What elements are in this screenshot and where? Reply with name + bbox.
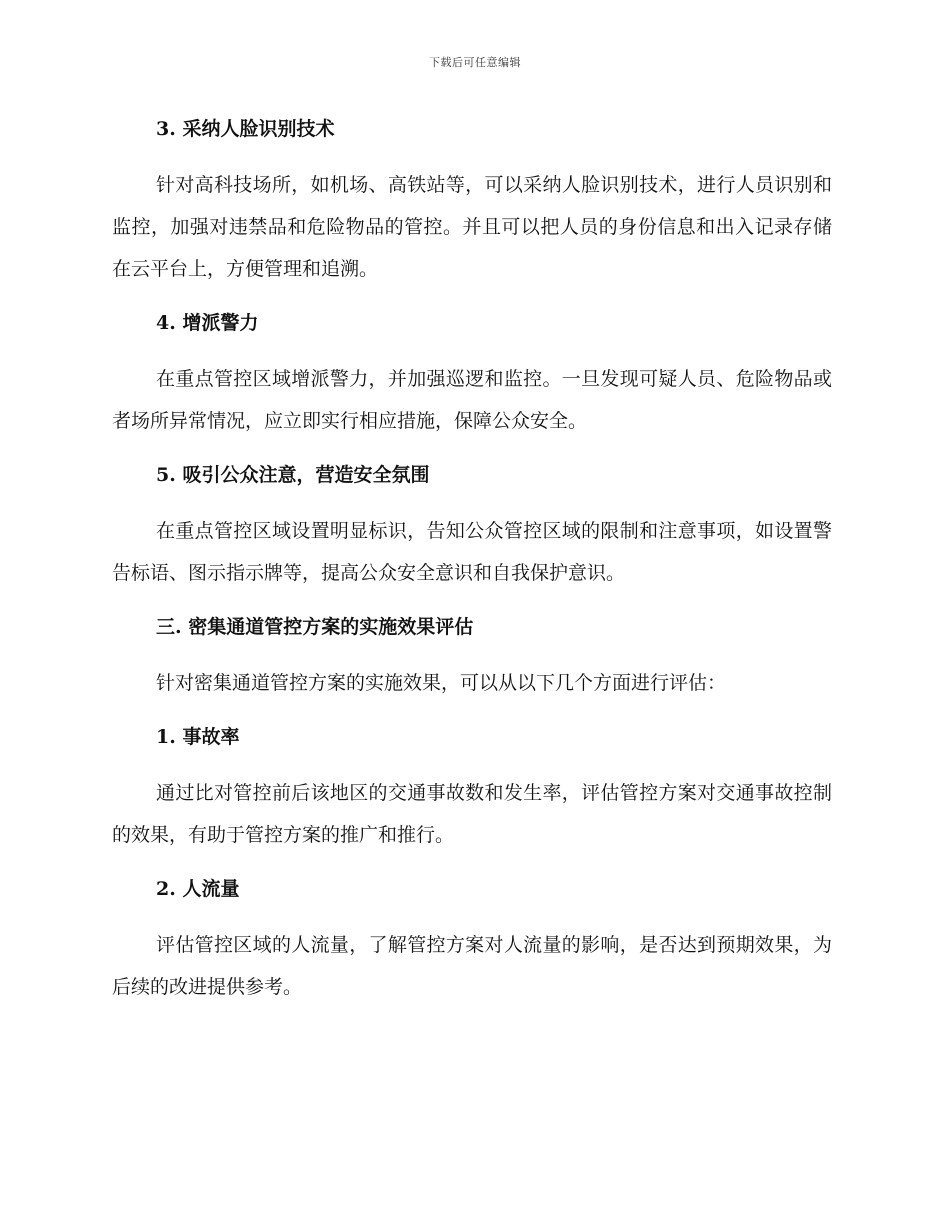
section-heading-evaluation: 三. 密集通道管控方案的实施效果评估: [156, 616, 474, 638]
section-heading-pedestrian-flow: 2. 人流量: [156, 878, 240, 900]
document-body: [112, 110, 832, 1022]
section-heading-accident-rate: 1. 事故率: [156, 726, 240, 748]
paragraph-accident-rate: 通过比对管控前后该地区的交通事故数和发生率，评估管控方案对交通事故控制的效果，有助于管控方案的推广和推行。: [112, 782, 832, 846]
section-heading-public-attention: 5. 吸引公众注意，营造安全氛围: [156, 464, 430, 486]
paragraph-police: 在重点管控区域增派警力，并加强巡逻和监控。一旦发现可疑人员、危险物品或者场所异常情况，应立即实行相应措施，保障公众安全。: [112, 368, 832, 432]
page-header: 下载后可任意编辑: [429, 56, 521, 69]
paragraph-pedestrian-flow: 评估管控区域的人流量，了解管控方案对人流量的影响，是否达到预期效果，为后续的改进提供参考。: [112, 934, 832, 998]
section-heading-face-recognition: 3. 采纳人脸识别技术: [156, 118, 335, 140]
paragraph-face-recognition: 针对高科技场所，如机场、高铁站等，可以采纳人脸识别技术，进行人员识别和监控，加强对违禁品和危险物品的管控。并且可以把人员的身份信息和出入记录存储在云平台上，方便管理和追溯。: [112, 174, 832, 280]
paragraph-evaluation-intro: 针对密集通道管控方案的实施效果，可以从以下几个方面进行评估：: [156, 672, 727, 694]
paragraph-public-attention: 在重点管控区域设置明显标识，告知公众管控区域的限制和注意事项，如设置警告标语、图示指示牌等，提高公众安全意识和自我保护意识。: [112, 520, 832, 584]
section-heading-police: 4. 增派警力: [156, 312, 259, 334]
